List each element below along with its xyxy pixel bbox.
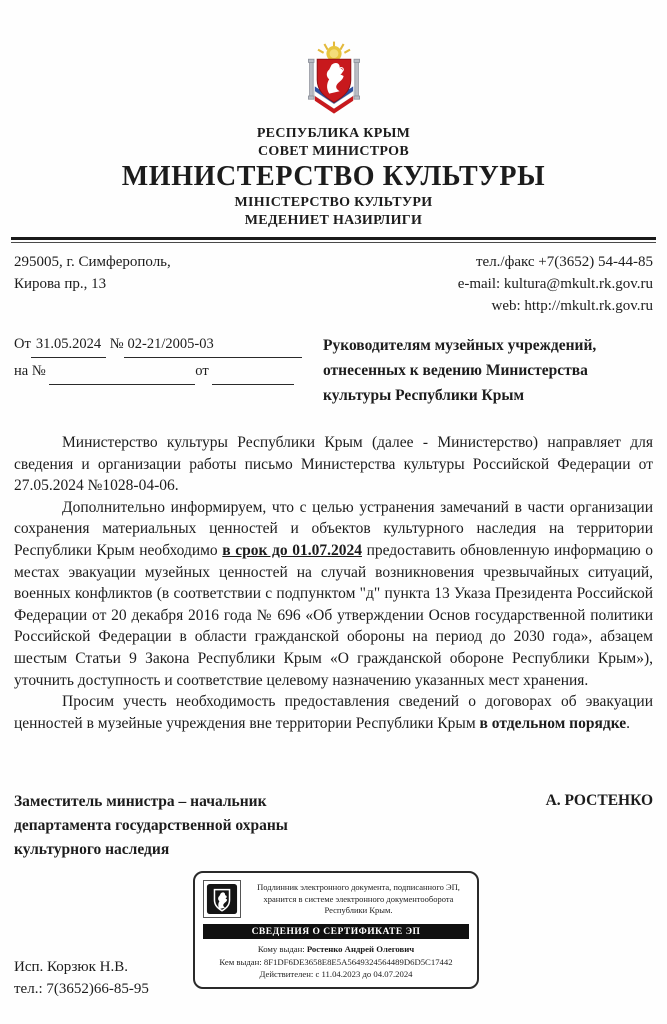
- crimea-coat-of-arms-icon: [294, 40, 374, 120]
- paragraph-3-period: .: [626, 714, 630, 732]
- header-ministry-title: МИНИСТЕРСТВО КУЛЬТУРЫ: [121, 161, 546, 192]
- issued-to-name: Ростенко Андрей Олегович: [306, 944, 415, 955]
- website: web: http://mkult.rk.gov.ru: [491, 298, 653, 314]
- validity-dates: с 11.04.2023 до 04.07.2024: [315, 969, 413, 980]
- certificate-issued-by: [203, 956, 469, 969]
- issued-to-label: Кому выдан:: [257, 944, 307, 955]
- addressee-line-2: отнесенных к ведению Министерства: [323, 362, 588, 379]
- deadline-emphasis: в срок до 01.07.2024: [222, 541, 362, 559]
- postal-address: [14, 251, 171, 317]
- contact-details: [458, 251, 653, 317]
- letter-body: [14, 432, 653, 734]
- letterhead: [0, 0, 667, 230]
- signer-name: А. РОСТЕНКО: [545, 792, 653, 810]
- executor-name: Исп. Корзюк Н.В.: [14, 959, 128, 975]
- paragraph-1: Министерство культуры Республики Крым (далее - Министерство) направляет для сведения и организации работы письмо Министерства культуры Российской Федерации от 27.05.2024 №1028-04-06.: [14, 434, 653, 495]
- header-ministry-ukrainian: МІНІСТЕРСТВО КУЛЬТУРИ: [234, 195, 433, 210]
- reference-line-1: [14, 331, 319, 358]
- signature-block: [14, 790, 653, 862]
- addressee-line-3: культуры Республики Крым: [323, 387, 525, 404]
- incoming-number-label: на №: [14, 363, 46, 379]
- issued-by-thumbprint: 8F1DF6DE3658E8E5A5649324564489D6D5C17442: [263, 956, 453, 967]
- incoming-number-blank-line: [49, 358, 195, 385]
- stamp-certificate-title: СВЕДЕНИЯ О СЕРТИФИКАТЕ ЭП: [203, 924, 469, 939]
- paragraph-2-continuation: предоставить обновленную информацию о местах эвакуации музейных ценностей на случай возникновения чрезвычайных ситуаций, военных конфликтов (в соответствии с подпунктом "д" пункта 13 Указа Президента Российской Федерации от 20 декабря 2016 года № 696 «Об утверждении Основ государственной политики Российской Федерации в области гражданской обороны на период до 2030 года», абзацем шестым Статьи 9 Закона Республики Крым «О гражданской обороне Республики Крым»), уточнить доступность и соответствие целевому назначению указанных мест хранения.: [14, 541, 653, 689]
- validity-label: Действителен:: [259, 969, 316, 980]
- stamp-notice-text: Подлинник электронного документа, подписанного ЭП, хранится в системе электронного документооборота Республики Крым.: [257, 882, 460, 916]
- reference-and-addressee-row: [14, 331, 653, 408]
- outgoing-date: 31.05.2024: [31, 331, 106, 358]
- certificate-validity: [203, 968, 469, 981]
- outgoing-reference-block: [14, 331, 319, 408]
- signer-position: [14, 790, 288, 862]
- email: e-mail: kultura@mkult.rk.gov.ru: [457, 276, 653, 292]
- incoming-date-blank-line: [212, 358, 294, 385]
- certificate-issued-to: [203, 943, 469, 956]
- header-ministry-crimean-tatar: МЕДЕНИЕТ НАЗИРЛИГИ: [244, 213, 423, 228]
- electronic-signature-stamp: [193, 871, 479, 989]
- outgoing-number: 02-21/2005-03: [124, 331, 302, 358]
- addressee-line-1: Руководителям музейных учреждений,: [323, 337, 597, 354]
- paragraph-2-text: Дополнительно информируем, что с целью устранения замечаний в части организации сохранения материальных ценностей и объектов культурного наследия на территории Республики Крым необходимо: [14, 498, 653, 559]
- number-sign-label: №: [109, 336, 124, 352]
- contacts-row: [14, 251, 653, 317]
- header-republic: РЕСПУБЛИКА КРЫМ: [256, 126, 411, 141]
- executor-block: [14, 956, 149, 1000]
- reference-line-2: [14, 358, 319, 385]
- phone-fax: тел./факс +7(3652) 54-44-85: [475, 254, 653, 270]
- paragraph-3-text: Просим учесть необходимость предоставления сведений о договорах об эвакуации ценностей в музейные учреждения вне территории Республики Крым: [14, 693, 653, 732]
- paragraph-3: [14, 691, 653, 734]
- incoming-from-label: от: [195, 363, 209, 379]
- signer-position-line-3: культурного наследия: [14, 841, 170, 859]
- separate-order-emphasis: в отдельном порядке: [479, 714, 627, 732]
- addressee-block: [319, 331, 596, 408]
- paragraph-2: [14, 497, 653, 691]
- address-line-1: 295005, г. Симферополь,: [14, 254, 171, 270]
- issued-by-label: Кем выдан:: [219, 956, 264, 967]
- stamp-header: [203, 880, 469, 918]
- executor-phone: тел.: 7(3652)66-85-95: [14, 981, 149, 997]
- header-council: СОВЕТ МИНИСТРОВ: [257, 144, 410, 159]
- header-divider-line: [11, 237, 656, 243]
- stamp-emblem-icon: [203, 880, 241, 918]
- signer-position-line-2: департамента государственной охраны: [14, 817, 288, 835]
- from-label: От: [14, 336, 31, 352]
- address-line-2: Кирова пр., 13: [14, 276, 107, 292]
- signer-position-line-1: Заместитель министра – начальник: [14, 793, 267, 811]
